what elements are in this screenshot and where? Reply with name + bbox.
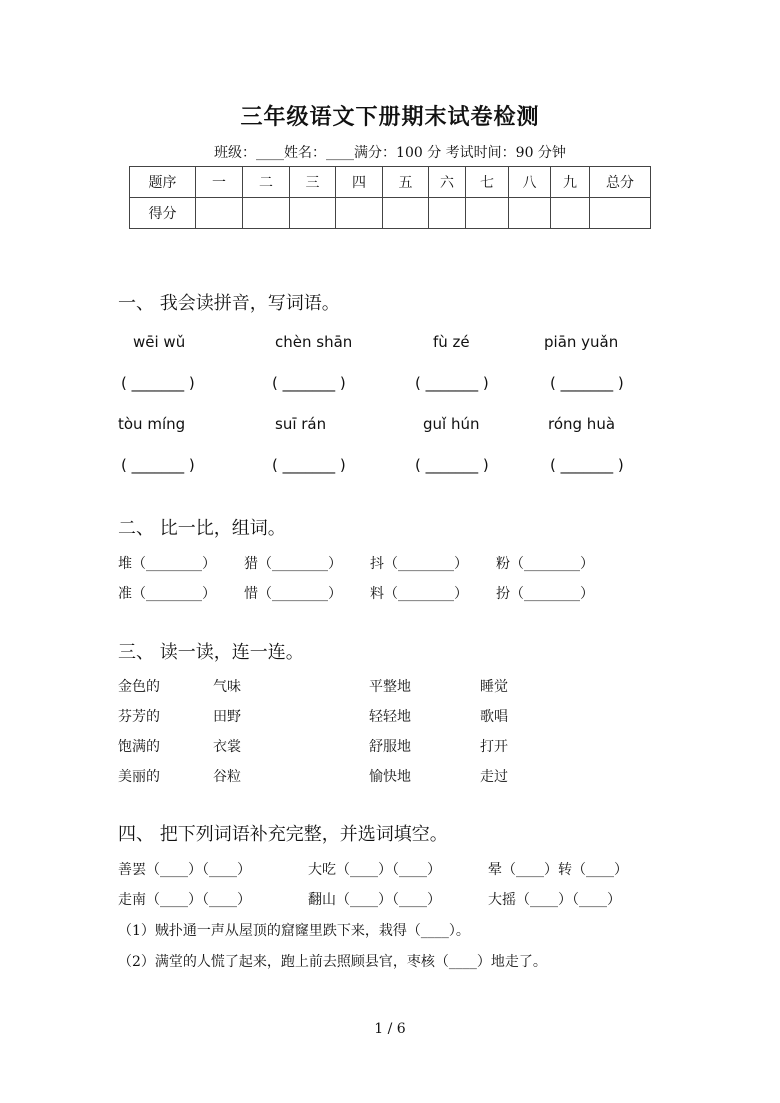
match-item[interactable]: 芬芳的 [118, 709, 160, 725]
answer-blank[interactable]: ( _______ ) [121, 374, 195, 392]
match-item[interactable]: 美丽的 [118, 769, 160, 785]
match-item[interactable]: 走过 [480, 769, 508, 785]
section-4-heading: 四、 把下列词语补充完整，并选词填空。 [118, 824, 448, 845]
pinyin-item: fù zé [433, 333, 470, 351]
score-cell[interactable] [509, 198, 551, 229]
compare-item[interactable]: 准（________） [118, 586, 216, 602]
match-item[interactable]: 愉快地 [369, 769, 411, 785]
pinyin-item: róng huà [548, 415, 616, 433]
score-row-label: 得分 [130, 198, 196, 229]
score-header-cell: 三 [290, 167, 336, 198]
score-header-cell: 九 [551, 167, 590, 198]
answer-blank[interactable]: ( _______ ) [550, 374, 624, 392]
answer-blank[interactable]: ( _______ ) [550, 456, 624, 474]
score-table [129, 166, 651, 229]
score-cell[interactable] [590, 198, 651, 229]
score-header-cell: 五 [383, 167, 429, 198]
idiom-item[interactable]: 翻山（____）（____） [308, 892, 441, 908]
score-header-cell: 总分 [590, 167, 651, 198]
idiom-item[interactable]: 善罢（____）（____） [118, 862, 251, 878]
compare-item[interactable]: 惜（________） [244, 586, 342, 602]
info-line: 班级：____姓名：____满分：100 分 考试时间：90 分钟 [214, 145, 566, 161]
idiom-item[interactable]: 大摇（____）（____） [488, 892, 621, 908]
section-3-heading: 三、 读一读，连一连。 [118, 642, 304, 663]
score-cell[interactable] [243, 198, 290, 229]
score-row [130, 198, 651, 229]
pinyin-item: piān yuǎn [544, 333, 619, 351]
compare-item[interactable]: 猎（________） [244, 556, 342, 572]
idiom-item[interactable]: 走南（____）（____） [118, 892, 251, 908]
compare-item[interactable]: 料（________） [370, 586, 468, 602]
pinyin-item: tòu míng [118, 415, 186, 433]
score-cell[interactable] [551, 198, 590, 229]
score-header-cell: 一 [196, 167, 243, 198]
section-1-heading: 一、 我会读拼音，写词语。 [118, 293, 340, 314]
answer-blank[interactable]: ( _______ ) [121, 456, 195, 474]
pinyin-item: wēi wǔ [133, 333, 186, 351]
match-item[interactable]: 气味 [213, 679, 241, 695]
answer-blank[interactable]: ( _______ ) [272, 374, 346, 392]
score-cell[interactable] [383, 198, 429, 229]
match-item[interactable]: 睡觉 [480, 679, 508, 695]
score-header-cell: 题序 [130, 167, 196, 198]
match-item[interactable]: 打开 [480, 739, 508, 755]
match-item[interactable]: 舒服地 [369, 739, 411, 755]
score-header-cell: 八 [509, 167, 551, 198]
fill-sentence[interactable]: （1）贼扑通一声从屋顶的窟窿里跌下来，栽得（____）。 [118, 923, 470, 939]
answer-blank[interactable]: ( _______ ) [272, 456, 346, 474]
match-item[interactable]: 田野 [213, 709, 241, 725]
fill-sentence[interactable]: （2）满堂的人慌了起来，跑上前去照顾县官，枣核（____）地走了。 [118, 954, 547, 970]
score-cell[interactable] [466, 198, 509, 229]
compare-item[interactable]: 抖（________） [370, 556, 468, 572]
match-item[interactable]: 谷粒 [213, 769, 241, 785]
match-item[interactable]: 平整地 [369, 679, 411, 695]
idiom-item[interactable]: 大吃（____）（____） [308, 862, 441, 878]
match-item[interactable]: 衣裳 [213, 739, 241, 755]
match-item[interactable]: 轻轻地 [369, 709, 411, 725]
score-header-row [130, 167, 651, 198]
score-cell[interactable] [336, 198, 383, 229]
score-cell[interactable] [196, 198, 243, 229]
match-item[interactable]: 饱满的 [118, 739, 160, 755]
score-cell[interactable] [429, 198, 466, 229]
answer-blank[interactable]: ( _______ ) [415, 456, 489, 474]
score-header-cell: 四 [336, 167, 383, 198]
page-number: 1 / 6 [374, 1021, 406, 1037]
compare-item[interactable]: 粉（________） [496, 556, 594, 572]
match-item[interactable]: 金色的 [118, 679, 160, 695]
match-item[interactable]: 歌唱 [480, 709, 508, 725]
score-cell[interactable] [290, 198, 336, 229]
score-header-cell: 二 [243, 167, 290, 198]
idiom-item[interactable]: 晕（____）转（____） [488, 862, 628, 878]
pinyin-item: guǐ hún [423, 415, 480, 433]
pinyin-item: suī rán [275, 415, 327, 433]
section-2-heading: 二、 比一比，组词。 [118, 518, 286, 539]
answer-blank[interactable]: ( _______ ) [415, 374, 489, 392]
score-header-cell: 七 [466, 167, 509, 198]
compare-item[interactable]: 扮（________） [496, 586, 594, 602]
score-header-cell: 六 [429, 167, 466, 198]
compare-item[interactable]: 堆（________） [118, 556, 216, 572]
pinyin-item: chèn shān [275, 333, 353, 351]
page-title: 三年级语文下册期末试卷检测 [240, 104, 540, 130]
